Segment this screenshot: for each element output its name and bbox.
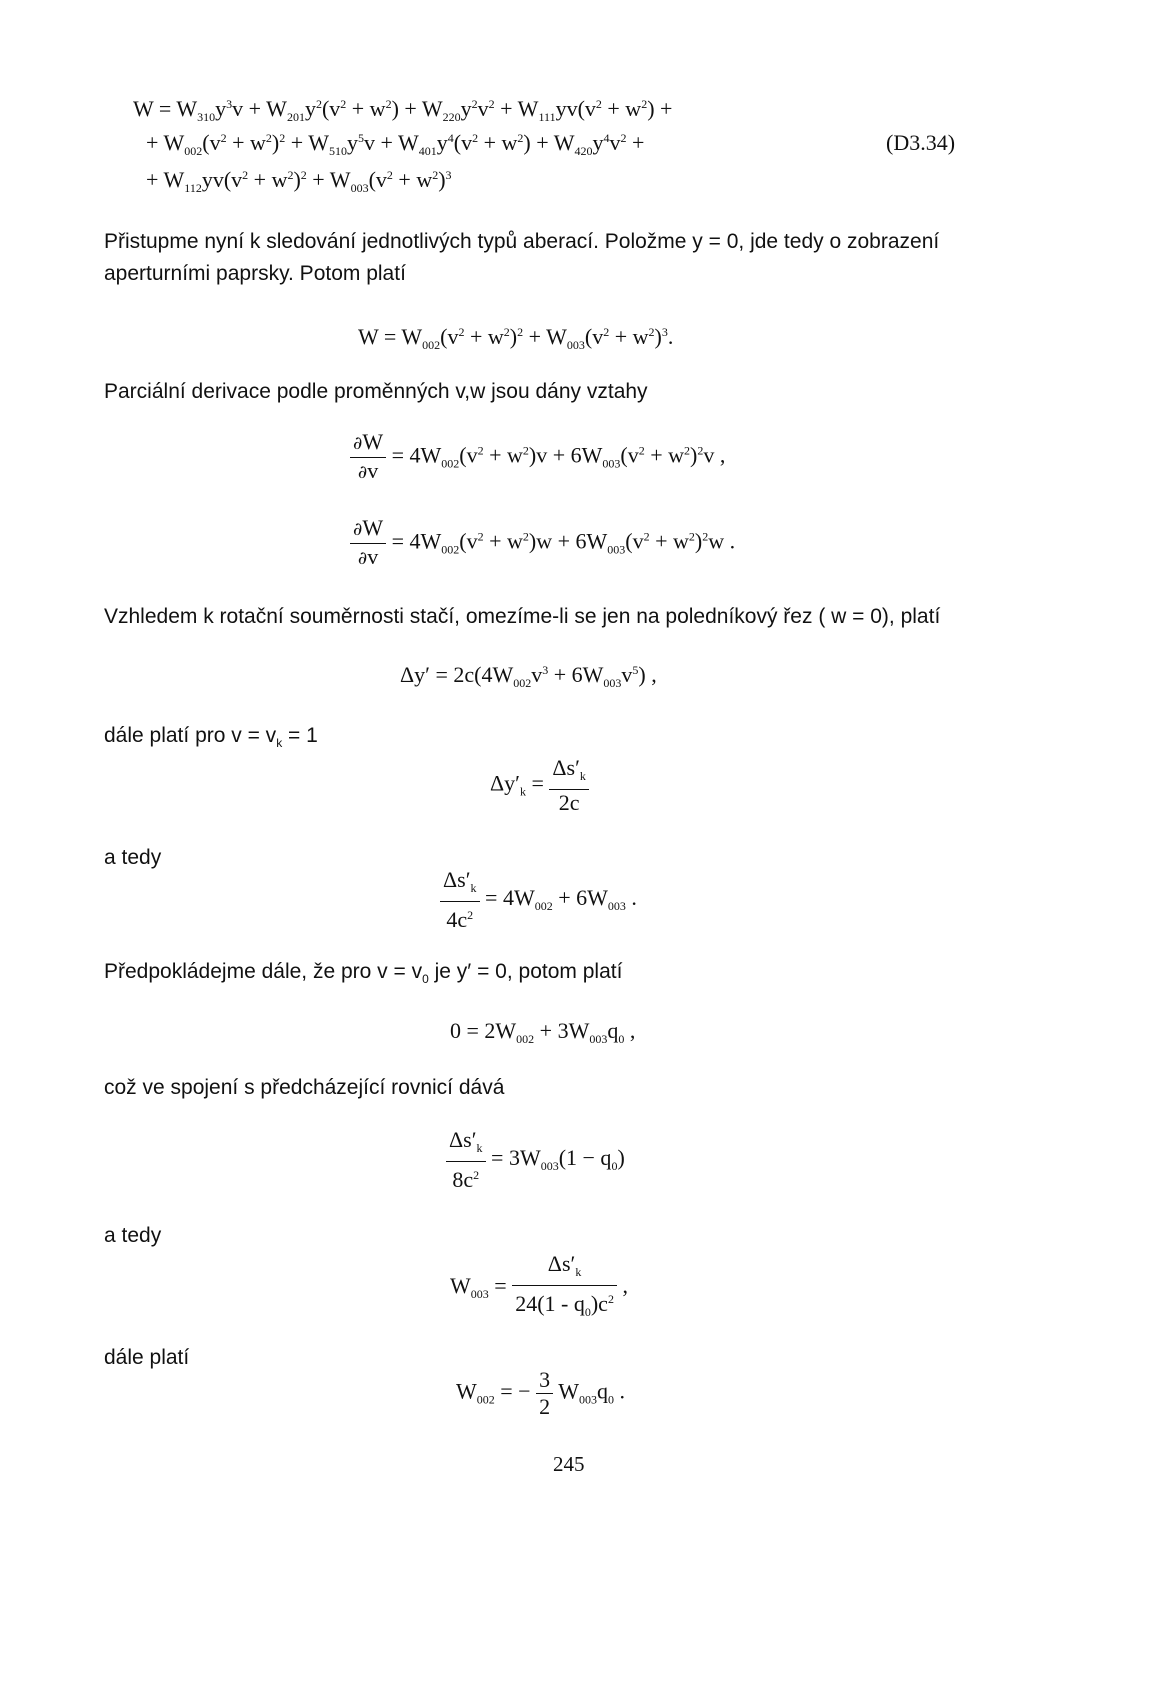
equation-delta-yk: $\Delta y'_k$ = $\frac{\Delta s'_k}{2c}$ — [490, 756, 589, 815]
equation-w003: $W_{003}$ = $\frac{\Delta s'_k}{24(1 - q_0)c^2}$ , — [450, 1251, 628, 1319]
paragraph-partial-derivatives: Parciální derivace podle proměnných v,w jsou dány vztahy — [104, 380, 648, 403]
equation-d334-line3: + $W_{112}yv(v^2 + w^2)^2 + W_{003}(v^2 + w^2)^3$ — [146, 167, 452, 195]
paragraph-combined: což ve spojení s předcházející rovnicí dává — [104, 1076, 505, 1099]
paragraph-aberration-intro: Přistupme nyní k sledování jednotlivých typů aberací. Položme y = 0, jde tedy o zobrazení — [104, 230, 940, 253]
paragraph-rotational-symmetry: Vzhledem k rotační souměrnosti stačí, omezíme-li se jen na poledníkový řez ( w = 0), platí — [104, 605, 941, 628]
equation-zero: $0 = 2W_{002} + 3W_{003}q_0$ , — [450, 1018, 636, 1046]
equation-d334-line2: + $W_{002}(v^2 + w^2)^2 + W_{510}y^5v + W_{401}y^4(v^2 + w^2) + W_{420}y^4v^2$ + — [146, 130, 645, 158]
equation-delta-sk-8c2: $\frac{\Delta s'_k}{8c^2}$ = $3W_{003}(1 - q_0)$ — [446, 1128, 625, 1192]
paragraph-v-equals-one: dále platí pro $v = v_k = 1$ — [104, 724, 318, 750]
page-number: 245 — [553, 1452, 585, 1476]
paragraph-dale-plati: dále platí — [104, 1346, 190, 1369]
equation-delta-y: $\Delta y' = 2c(4W_{002}v^3 + 6W_{003}v^5)$ , — [400, 662, 657, 690]
equation-number: (D3.34) — [886, 130, 956, 155]
equation-d334-line1: $W = W_{310}y^3v + W_{201}y^2(v^2 + w^2) + W_{220}y^2v^2 + W_{111}yv(v^2 + w^2)$ + — [133, 96, 673, 124]
paragraph-a-tedy-2: a tedy — [104, 1224, 162, 1247]
paragraph-aberration-intro-line2: aperturními paprsky. Potom platí — [104, 262, 406, 285]
paragraph-a-tedy-1: a tedy — [104, 846, 162, 869]
equation-w002: $W_{002}$ = − $\frac{3}{2}$ $W_{003}q_0$ . — [456, 1367, 625, 1419]
equation-delta-sk-4c2: $\frac{\Delta s'_k}{4c^2}$ = $4W_{002} + 6W_{003}$ . — [440, 868, 637, 932]
equation-dw-dv: $\frac{\partial W}{\partial v}$ = $4W_{002}(v^2 + w^2)v + 6W_{003}(v^2 + w^2)^2v$ , — [350, 430, 725, 485]
equation-w-aperture: $W = W_{002}(v^2 + w^2)^2 + W_{003}(v^2 + w^2)^3$. — [358, 324, 674, 352]
paragraph-suppose-y-zero: Předpokládejme dále, že pro $v = v_0$ je y′ = 0, potom platí — [104, 960, 623, 986]
equation-dw-dw: $\frac{\partial W}{\partial v}$ = $4W_{002}(v^2 + w^2)w + 6W_{003}(v^2 + w^2)^2w$ . — [350, 516, 735, 571]
